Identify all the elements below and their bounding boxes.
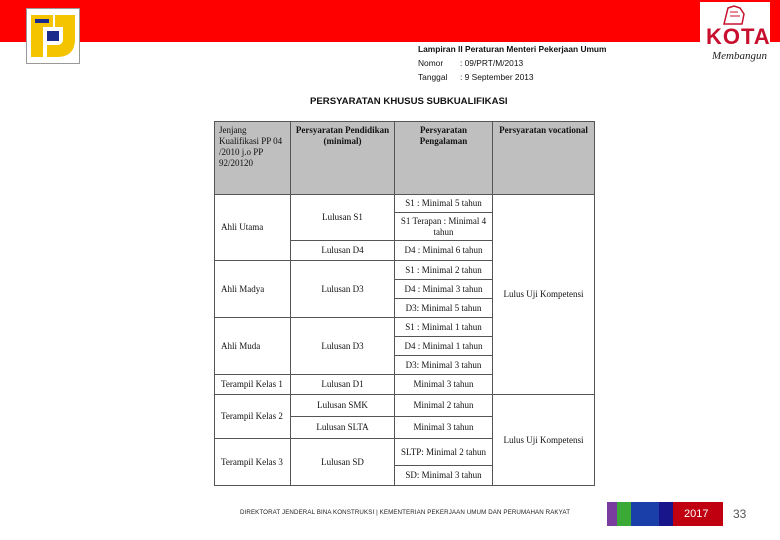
- education-cell: Lulusan SD: [291, 439, 395, 486]
- kota-membangun-logo: [700, 2, 770, 66]
- level-cell: Ahli Madya: [215, 261, 291, 318]
- experience-cell: Minimal 2 tahun: [395, 395, 493, 417]
- header-qualification: Jenjang Kualifikasi PP 04 /2010 j.o PP 92/20120: [215, 122, 291, 195]
- experience-cell: SD: Minimal 3 tahun: [395, 466, 493, 486]
- regulation-date: : 9 September 2013: [460, 72, 534, 82]
- document-title: PERSYARATAN KHUSUS SUBKUALIFIKASI: [310, 96, 508, 107]
- level-cell: Ahli Muda: [215, 318, 291, 375]
- education-cell: Lulusan D3: [291, 261, 395, 318]
- regulation-title: Lampiran II Peraturan Menteri Pekerjaan Umum: [418, 44, 607, 54]
- ministry-logo: [26, 8, 80, 64]
- regulation-number: : 09/PRT/M/2013: [460, 58, 524, 68]
- vocational-cell: Lulus Uji Kompetensi: [493, 395, 595, 486]
- education-cell: Lulusan D1: [291, 375, 395, 395]
- regulation-reference: [418, 42, 607, 84]
- ministry-emblem-icon: [27, 9, 79, 63]
- regulation-date-label: Tanggal: [418, 72, 448, 82]
- table-header-row: [215, 122, 595, 195]
- experience-cell: Minimal 3 tahun: [395, 417, 493, 439]
- regulation-number-label: Nomor: [418, 58, 444, 68]
- header-experience: Persyaratan Pengalaman: [395, 122, 493, 195]
- footer-year: 2017: [684, 508, 709, 520]
- level-cell: Terampil Kelas 2: [215, 395, 291, 439]
- page-number: 33: [733, 507, 747, 521]
- education-cell: Lulusan SMK: [291, 395, 395, 417]
- top-red-bar: [0, 0, 780, 42]
- education-cell: Lulusan D4: [291, 241, 395, 261]
- table-row: [215, 195, 595, 213]
- experience-cell: D4 : Minimal 6 tahun: [395, 241, 493, 261]
- experience-cell: D4 : Minimal 3 tahun: [395, 280, 493, 299]
- education-cell: Lulusan D3: [291, 318, 395, 375]
- requirements-table: [214, 121, 595, 486]
- header-vocational: Persyaratan vocational: [493, 122, 595, 195]
- experience-cell: S1 : Minimal 5 tahun: [395, 195, 493, 213]
- experience-cell: D3: Minimal 3 tahun: [395, 356, 493, 375]
- education-cell: Lulusan S1: [291, 195, 395, 241]
- experience-cell: D3: Minimal 5 tahun: [395, 299, 493, 318]
- level-cell: Terampil Kelas 3: [215, 439, 291, 486]
- experience-cell: S1 : Minimal 1 tahun: [395, 318, 493, 337]
- table-row: [215, 395, 595, 417]
- experience-cell: S1 : Minimal 2 tahun: [395, 261, 493, 280]
- experience-cell: S1 Terapan : Minimal 4 tahun: [395, 213, 493, 241]
- vocational-cell: Lulus Uji Kompetensi: [493, 195, 595, 395]
- experience-cell: SLTP: Minimal 2 tahun: [395, 439, 493, 466]
- experience-cell: Minimal 3 tahun: [395, 375, 493, 395]
- education-cell: Lulusan SLTA: [291, 417, 395, 439]
- fist-icon: [720, 4, 750, 26]
- footer-text: DIREKTORAT JENDERAL BINA KONSTRUKSI | KEMENTERIAN PEKERJAAN UMUM DAN PERUMAHAN RAKYAT: [240, 509, 571, 516]
- experience-cell: D4 : Minimal 1 tahun: [395, 337, 493, 356]
- kota-logo-tagline: Membangun: [712, 50, 767, 62]
- kota-logo-word: KOTA: [706, 24, 771, 49]
- level-cell: Terampil Kelas 1: [215, 375, 291, 395]
- level-cell: Ahli Utama: [215, 195, 291, 261]
- header-education: Persyaratan Pendidikan (minimal): [291, 122, 395, 195]
